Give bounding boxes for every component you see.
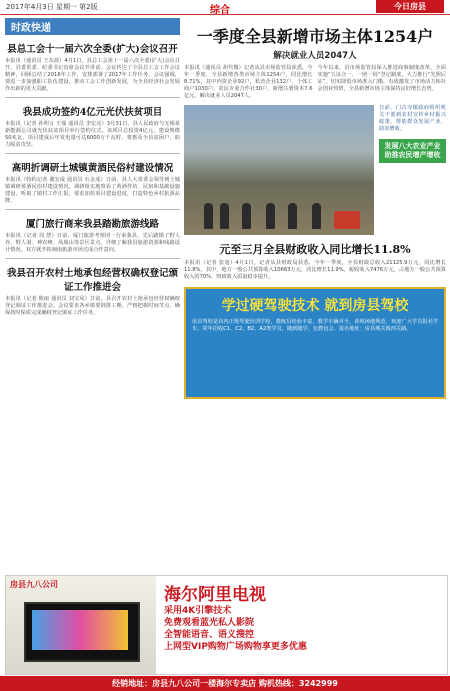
article-title[interactable]: 我县召开农村土地承包经营权确权登记颁证工作推进会	[6, 268, 178, 293]
person-figure	[266, 203, 275, 229]
article-body: 本报讯（记者 周 慧）日前，厦门旅游考察团一行来我县，先后踏勘了野人谷、野人洞、神农峰、凤凰山等景区景点，详细了解我县旅游资源和线路设计情况，双方就开拓闽南旅游市场达成合作意向。	[5, 233, 180, 253]
article-title[interactable]: 高明折调研土城镇黄酒民俗村建设情况	[11, 163, 174, 174]
tv-ad-right	[156, 576, 447, 674]
divider	[5, 97, 180, 98]
paper-logo: 今日房县	[376, 0, 444, 13]
brand-name: 房县九八公司	[10, 580, 58, 589]
divider	[5, 153, 180, 154]
tv-title: 海尔阿里电视	[164, 585, 266, 605]
person-figure	[204, 203, 213, 229]
article-body: 本报讯（通讯员 王东波）4月1日，县总工会第十一届六次全委(扩大)会议召开，县委常委、纪委书记出席会议并讲话。会议传达了全县总工会工作会议精神，回顾总结了2016年工作，安排部署了2017年工作任务。会议强调，要进一步加强职工队伍建设，推动工会工作创新发展，为全县经济社会发展作出新的更大贡献。	[5, 58, 180, 92]
news-photo	[184, 105, 374, 235]
tractor-figure	[334, 211, 360, 229]
tv-feature: 采用4K引擎技术	[164, 606, 232, 616]
right-column	[184, 18, 446, 399]
section-name: 综合	[210, 5, 230, 16]
tv-ad-left	[6, 576, 156, 674]
divider	[5, 258, 180, 259]
article-title[interactable]: 厦门旅行商来我县踏勘旅游线路	[25, 219, 159, 230]
person-figure	[220, 203, 229, 229]
fiscal-body: 本报讯（记者 张旭）4月1日，记者从县财政局获悉，今年一季度，全县财政总收入21125.9万元，同比增长11.8%。其中，地方一般公共预算收入10683万元，同比增长11.9%，税收收入7476万元，占地方一般公共预算收入的70%，财政收入质量稳步提升。	[184, 260, 446, 280]
tv-feature: 全智能语音、语义搜控	[164, 630, 255, 640]
subheadline: 解决就业人员2047人	[273, 51, 357, 61]
person-figure	[242, 203, 251, 229]
article-title[interactable]: 县总工会十一届六次全委(扩大)会议召开	[7, 44, 178, 55]
lead-paragraph: 本报讯（通讯员 胡代微）记者从县市场监管局获悉，今年一季度，全县新增各类市场主体1254户，同比增长8.71%，其中内资企业92户，私营企业132户，个体工商户1030户，农民专业合作社30户，新增注册资本7.6亿元，解决就业人员2047人。	[184, 65, 313, 99]
driving-school-title: 学过硬驾驶技术 就到房县驾校	[221, 298, 409, 314]
photo-banner: 发展八大农业产业 助推农民增产增收	[379, 139, 446, 163]
lead-paragraph-2: 今年以来，县市场监管局深入推进商事制度改革，全面实施“五证合一、一照一码”登记制度，大力推行“先照后证”，切实降低市场准入门槛，有效激发了市场活力和社会创业热情，全县新增市场主体保持良好增长态势。	[317, 65, 446, 92]
article-body: 本报讯（特约记者 谢宏成 通讯员 石金成）日前，县人大常委会领导到土城镇调研黄酒民俗村建设情况。调研组实地察看了黄酒作坊、民宿和基础设施建设，听取了镇村工作汇报，要求加快项目建设进度，打造特色乡村旅游品牌。	[5, 177, 180, 204]
article-body: 本报讯（记者 陈丽 通讯员 刘宝凤）日前，县召开农村土地承包经营权确权登记颁证工作推进会。会议要求各乡镇要倒排工期，严格把握时间节点，确保按时保质完成确权登记颁证工作任务。	[5, 296, 180, 316]
tv-feature: 上网型VIP购物广场购物享更多优惠	[164, 642, 307, 652]
footer-bar: 经销地址：房县九八公司一楼海尔专卖店 购机热线：3242999	[0, 676, 450, 691]
section-bar: 时政快递	[5, 18, 180, 35]
driving-school-text: 房县驾校是县内正规驾驶培训学校，教练员经验丰富，教学车辆齐全，训练场地规范，欢迎广大学员报名学车。常年招收C1、C2、B2、A2类学员，随到随学，包教包会。报名地址：房县城关镇西关路。	[192, 319, 438, 332]
article-title[interactable]: 我县成功签约4亿元光伏扶贫项目	[22, 107, 163, 118]
person-figure	[288, 203, 297, 229]
left-column	[5, 18, 180, 317]
tv-ad[interactable]	[5, 575, 448, 675]
issue-date: 2017年4月3日 星期一 第2版	[6, 3, 98, 11]
driving-school-ad[interactable]	[184, 287, 446, 399]
headline[interactable]: 一季度全县新增市场主体1254户	[196, 27, 434, 46]
person-figure	[312, 203, 321, 229]
tv-screen	[32, 610, 128, 650]
fiscal-title[interactable]: 元至三月全县财政收入同比增长11.8%	[219, 243, 411, 256]
tv-feature: 免费观看蓝光私人影院	[164, 618, 255, 628]
photo-caption: 日前，门古寺镇政府组织机关干部到农村宣传乡村振兴政策，帮助群众发展产业，助农增收。	[379, 105, 446, 132]
tv-image	[24, 602, 140, 662]
article-body: 本报讯（记者 孙明言 王瑞 通讯员 李宏亮）3月31日，县人民政府与无锡某新能源公司就光伏扶贫项目举行签约仪式。该项目总投资4亿元，建设规模50兆瓦，项目建成后年发电量可达6000万千瓦时，将惠及全县贫困户，助力脱贫攻坚。	[5, 121, 180, 148]
divider	[5, 209, 180, 210]
